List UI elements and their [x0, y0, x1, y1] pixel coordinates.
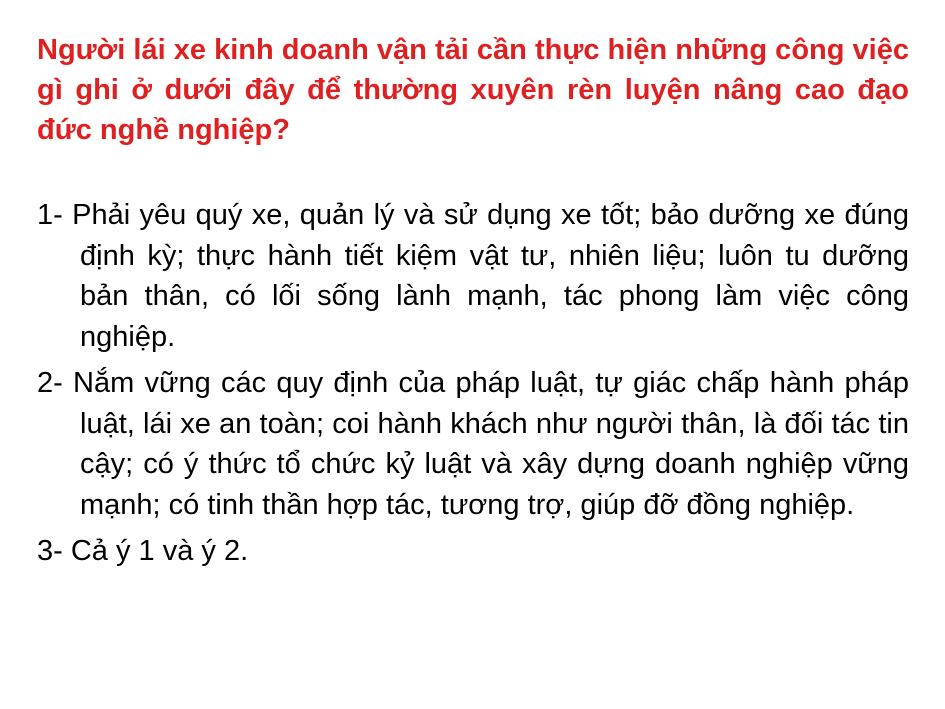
- answer-option-3[interactable]: 3- Cả ý 1 và ý 2.: [37, 535, 249, 567]
- answer-option-2[interactable]: 2- Nắm vững các quy định của pháp luật, tự giác chấp hành pháp luật, lái xe an toàn; coi hành khách như người thân, là đối tác tin cậy; có ý thức tổ chức kỷ luật và xây dựng doanh nghiệp vững mạnh; có tinh thần hợp tác, tương trợ, giúp đỡ đồng nghiệp.: [37, 367, 909, 521]
- answer-list: [37, 195, 909, 578]
- question-text: Người lái xe kinh doanh vận tải cần thực hiện những công việc gì ghi ở dưới đây để thường xuyên rèn luyện nâng cao đạo đức nghề nghiệp?: [37, 34, 909, 146]
- answer-option-1[interactable]: 1- Phải yêu quý xe, quản lý và sử dụng xe tốt; bảo dưỡng xe đúng định kỳ; thực hành tiết kiệm vật tư, nhiên liệu; luôn tu dưỡng bản thân, có lối sống lành mạnh, tác phong làm việc công nghiệp.: [37, 199, 909, 353]
